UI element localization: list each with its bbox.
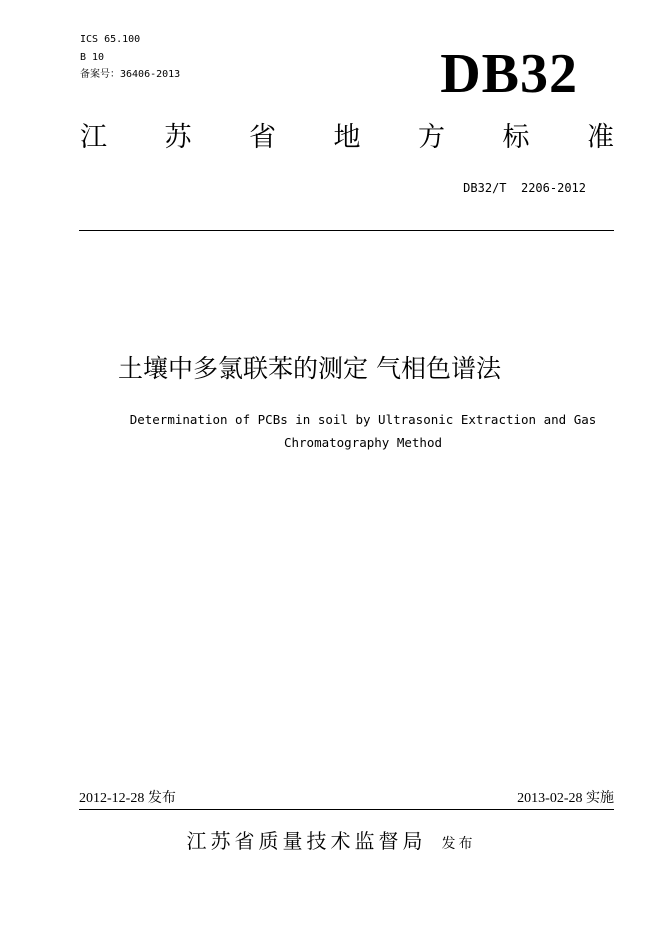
standard-type-char: 方 — [418, 122, 445, 153]
issuer-suffix: 发布 — [441, 836, 476, 852]
title-english-line-1: Determination of PCBs in soil by Ultrasonic Extraction and Gas — [129, 412, 597, 427]
standard-type-char: 苏 — [164, 122, 192, 153]
standard-type-char: 省 — [249, 122, 276, 153]
issuer-line — [0, 827, 662, 855]
standard-type-char: 准 — [587, 122, 614, 153]
ics-code: ICS 65.100 — [80, 34, 141, 45]
footer-divider — [79, 809, 614, 810]
record-number: 备案号：36406-2013 — [80, 69, 181, 80]
standard-type-char: 标 — [502, 122, 530, 153]
title-english-line-2: Chromatography Method — [283, 435, 443, 450]
standard-type-char: 江 — [80, 122, 107, 153]
standard-code-logo: DB32 — [440, 43, 578, 105]
standard-type-heading — [80, 120, 614, 156]
standard-number: DB32/T 2206-2012 — [463, 181, 586, 195]
header-divider — [79, 230, 614, 231]
standard-type-char: 地 — [333, 122, 361, 153]
classification-code: B 10 — [80, 52, 105, 63]
implementation-date: 2013-02-28 实施 — [517, 791, 614, 806]
issue-date: 2012-12-28 发布 — [79, 791, 176, 806]
issuer-name: 江苏省质量技术监督局 — [186, 829, 427, 853]
title-chinese: 土壤中多氯联苯的测定 气相色谱法 — [118, 354, 501, 383]
